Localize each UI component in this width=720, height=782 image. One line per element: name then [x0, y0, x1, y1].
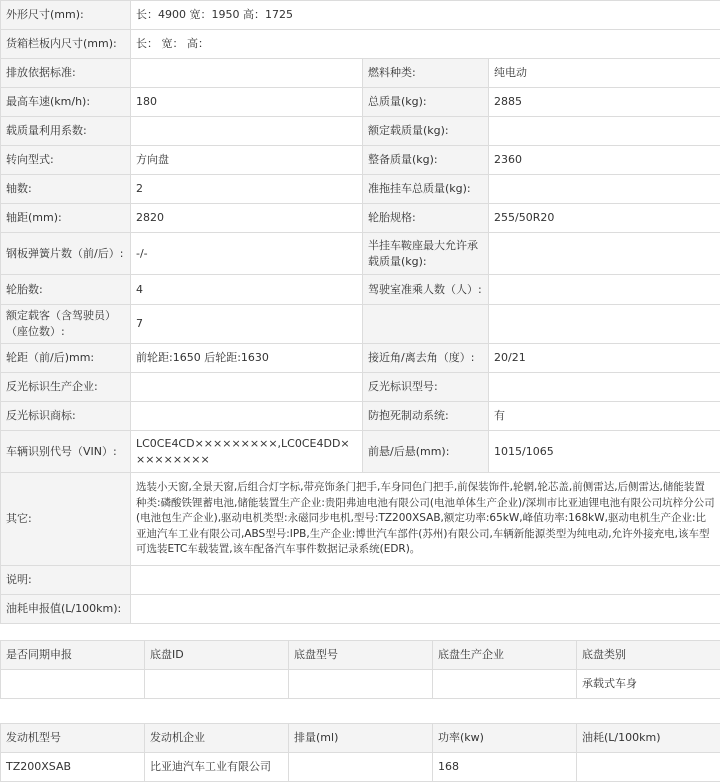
note-label: 说明: — [1, 566, 131, 595]
spring-label: 钢板弹簧片数（前/后）: — [1, 233, 131, 275]
engine-header-power: 功率(kw) — [433, 724, 577, 753]
note-value — [131, 566, 720, 595]
table-row — [1, 595, 720, 624]
engine-cell-model: TZ200XSAB — [1, 753, 145, 782]
dimensions-label: 外形尺寸(mm): — [1, 1, 131, 30]
loadutil-value — [131, 117, 363, 146]
reflect-maker-label: 反光标识生产企业: — [1, 373, 131, 402]
table-row — [1, 473, 720, 566]
table-row — [1, 670, 720, 699]
angle-value: 20/21 — [489, 344, 720, 373]
totalmass-value: 2885 — [489, 88, 720, 117]
reflect-model-label: 反光标识型号: — [363, 373, 489, 402]
engine-table — [0, 723, 720, 782]
totalmass-label: 总质量(kg): — [363, 88, 489, 117]
table-row — [1, 233, 720, 275]
empty-value — [489, 305, 720, 344]
curbmass-value: 2360 — [489, 146, 720, 175]
angle-label: 接近角/离去角（度）: — [363, 344, 489, 373]
abs-label: 防抱死制动系统: — [363, 402, 489, 431]
ratedload-value — [489, 117, 720, 146]
chassis-header-simultaneous: 是否同期申报 — [1, 641, 145, 670]
cab-label: 驾驶室准乘人数（人）: — [363, 275, 489, 305]
track-value: 前轮距:1650 后轮距:1630 — [131, 344, 363, 373]
chassis-cell-category: 承载式车身 — [577, 670, 720, 699]
engine-header-maker: 发动机企业 — [145, 724, 289, 753]
vin-value: LC0CE4CD×××××××××,LC0CE4DD××××××××× — [131, 431, 363, 473]
loadutil-label: 载质量利用系数: — [1, 117, 131, 146]
table-row — [1, 566, 720, 595]
steering-value: 方向盘 — [131, 146, 363, 175]
table-row — [1, 88, 720, 117]
table-header-row — [1, 641, 720, 670]
curbmass-label: 整备质量(kg): — [363, 146, 489, 175]
other-label: 其它: — [1, 473, 131, 566]
reflect-maker-value — [131, 373, 363, 402]
other-value: 选装小天窗,全景天窗,后组合灯字标,带亮饰条门把手,车身同色门把手,前保装饰件,轮辋,轮芯盖,前侧雷达,后侧雷达,储能装置种类:磷酸铁锂蓄电池,储能装置生产企业:贵阳弗迪电池有限公司(电池单体生产企业)/深圳市比亚迪锂电池有限公司坑梓分公司(电池包生产企业),驱动电机类型:永磁同步电机,型号:TZ200XSAB,额定功率:65kW,峰值功率:168kW,驱动电机生产企业:比亚迪汽车工业有限公司,ABS型号:IPB,生产企业:博世汽车部件(苏州)有限公司,车辆新能源类型为纯电动,允许外接充电,该车型可选装ETC车载装置,该车配备汽车事件数据记录系统(EDR)。 — [131, 473, 720, 566]
table-row — [1, 117, 720, 146]
table-row — [1, 204, 720, 233]
cargo-value: 长： 宽： 高： — [131, 30, 720, 59]
spring-value: -/- — [131, 233, 363, 275]
emission-label: 排放依据标准: — [1, 59, 131, 88]
engine-header-model: 发动机型号 — [1, 724, 145, 753]
engine-header-displacement: 排量(ml) — [289, 724, 433, 753]
dimensions-value: 长：4900 宽：1950 高：1725 — [131, 1, 720, 30]
chassis-cell-maker — [433, 670, 577, 699]
wheelbase-value: 2820 — [131, 204, 363, 233]
emission-value — [131, 59, 363, 88]
tire-value: 255/50R20 — [489, 204, 720, 233]
table-row — [1, 146, 720, 175]
trailer-value — [489, 175, 720, 204]
abs-value: 有 — [489, 402, 720, 431]
overhang-value: 1015/1065 — [489, 431, 720, 473]
steering-label: 转向型式: — [1, 146, 131, 175]
maxspeed-label: 最高车速(km/h): — [1, 88, 131, 117]
maxspeed-value: 180 — [131, 88, 363, 117]
axles-value: 2 — [131, 175, 363, 204]
table-row — [1, 59, 720, 88]
fuel-label: 燃料种类: — [363, 59, 489, 88]
table-row — [1, 275, 720, 305]
saddle-label: 半挂车鞍座最大允许承载质量(kg): — [363, 233, 489, 275]
chassis-cell-model — [289, 670, 433, 699]
empty-label — [363, 305, 489, 344]
table-row — [1, 373, 720, 402]
table-row — [1, 344, 720, 373]
tire-label: 轮胎规格: — [363, 204, 489, 233]
engine-cell-power: 168 — [433, 753, 577, 782]
vin-label: 车辆识别代号（VIN）: — [1, 431, 131, 473]
chassis-table — [0, 640, 720, 699]
engine-header-consumption: 油耗(L/100km) — [577, 724, 720, 753]
table-row — [1, 305, 720, 344]
wheelbase-label: 轴距(mm): — [1, 204, 131, 233]
fuelcons-value — [131, 595, 720, 624]
fuel-value: 纯电动 — [489, 59, 720, 88]
passengers-value: 7 — [131, 305, 363, 344]
cargo-label: 货箱栏板内尺寸(mm): — [1, 30, 131, 59]
cab-value — [489, 275, 720, 305]
axles-label: 轴数: — [1, 175, 131, 204]
tires-value: 4 — [131, 275, 363, 305]
table-row — [1, 431, 720, 473]
reflect-brand-value — [131, 402, 363, 431]
table-row — [1, 175, 720, 204]
trailer-label: 准拖挂车总质量(kg): — [363, 175, 489, 204]
saddle-value — [489, 233, 720, 275]
chassis-cell-id — [145, 670, 289, 699]
track-label: 轮距（前/后)mm: — [1, 344, 131, 373]
engine-cell-displacement — [289, 753, 433, 782]
table-row — [1, 1, 720, 30]
table-row — [1, 753, 720, 782]
engine-cell-maker: 比亚迪汽车工业有限公司 — [145, 753, 289, 782]
chassis-cell-simultaneous — [1, 670, 145, 699]
chassis-header-model: 底盘型号 — [289, 641, 433, 670]
passengers-label: 额定载客（含驾驶员）（座位数）: — [1, 305, 131, 344]
reflect-brand-label: 反光标识商标: — [1, 402, 131, 431]
chassis-header-maker: 底盘生产企业 — [433, 641, 577, 670]
reflect-model-value — [489, 373, 720, 402]
fuelcons-label: 油耗申报值(L/100km): — [1, 595, 131, 624]
table-header-row — [1, 724, 720, 753]
engine-cell-consumption — [577, 753, 720, 782]
ratedload-label: 额定载质量(kg): — [363, 117, 489, 146]
table-row — [1, 402, 720, 431]
overhang-label: 前悬/后悬(mm): — [363, 431, 489, 473]
chassis-header-category: 底盘类别 — [577, 641, 720, 670]
table-row — [1, 30, 720, 59]
chassis-header-id: 底盘ID — [145, 641, 289, 670]
tires-label: 轮胎数: — [1, 275, 131, 305]
